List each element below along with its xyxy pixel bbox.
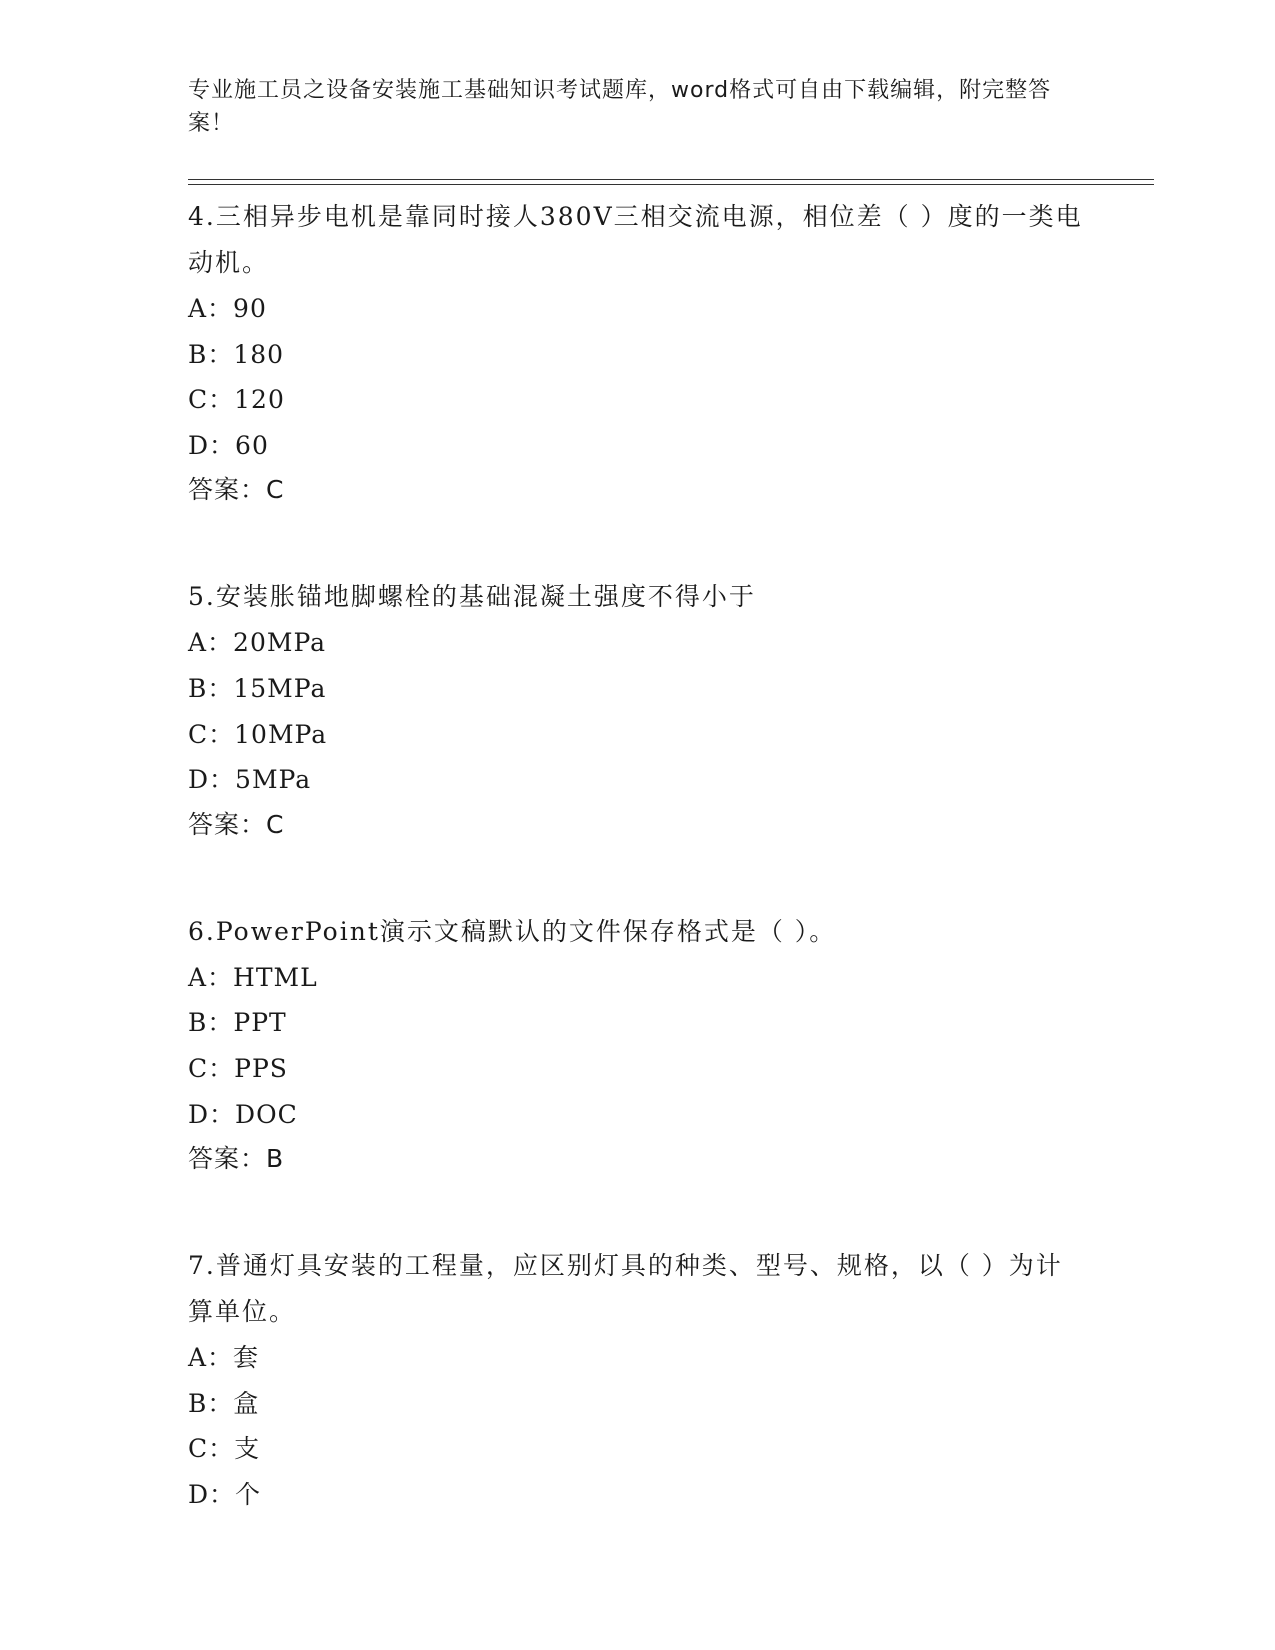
option-b: B：PPT [188,1008,287,1038]
option-a: A：HTML [188,962,318,992]
answer-label: 答案：B [188,1144,285,1174]
question-title: 5.安装胀锚地脚螺栓的基础混凝土强度不得小于 [188,582,756,612]
question-title: 4.三相异步电机是靠同时接人380V三相交流电源，相位差（ ）度的一类电动机。 [188,202,1083,277]
option-c: C：支 [188,1434,261,1464]
question-5 [188,574,1088,846]
option-d: D：5MPa [188,765,312,795]
option-d: D：DOC [188,1099,298,1129]
question-title: 6.PowerPoint演示文稿默认的文件保存格式是（ ）。 [188,916,837,946]
question-4 [188,194,1088,512]
option-b: B：15MPa [188,673,327,703]
header-divider-bottom [188,184,1154,185]
question-list [188,188,1088,1518]
option-b: B：180 [188,339,285,369]
answer-label: 答案：C [188,809,285,839]
question-6 [188,909,1088,1181]
option-a: A：20MPa [188,628,327,658]
option-d: D：60 [188,430,269,460]
option-d: D：个 [188,1479,262,1509]
option-c: C：PPS [188,1053,288,1083]
question-title: 7.普通灯具安装的工程量，应区别灯具的种类、型号、规格，以（ ）为计算单位。 [188,1251,1063,1327]
option-a: A：套 [188,1343,260,1373]
option-a: A：90 [188,294,267,323]
question-7 [188,1243,1088,1517]
option-c: C：10MPa [188,719,328,749]
header-divider-top [188,179,1154,180]
document-header: 专业施工员之设备安装施工基础知识考试题库，word格式可自由下载编辑，附完整答案！ [188,78,1052,136]
answer-label: 答案：C [188,475,285,505]
option-b: B：盒 [188,1388,260,1418]
option-c: C：120 [188,385,285,415]
